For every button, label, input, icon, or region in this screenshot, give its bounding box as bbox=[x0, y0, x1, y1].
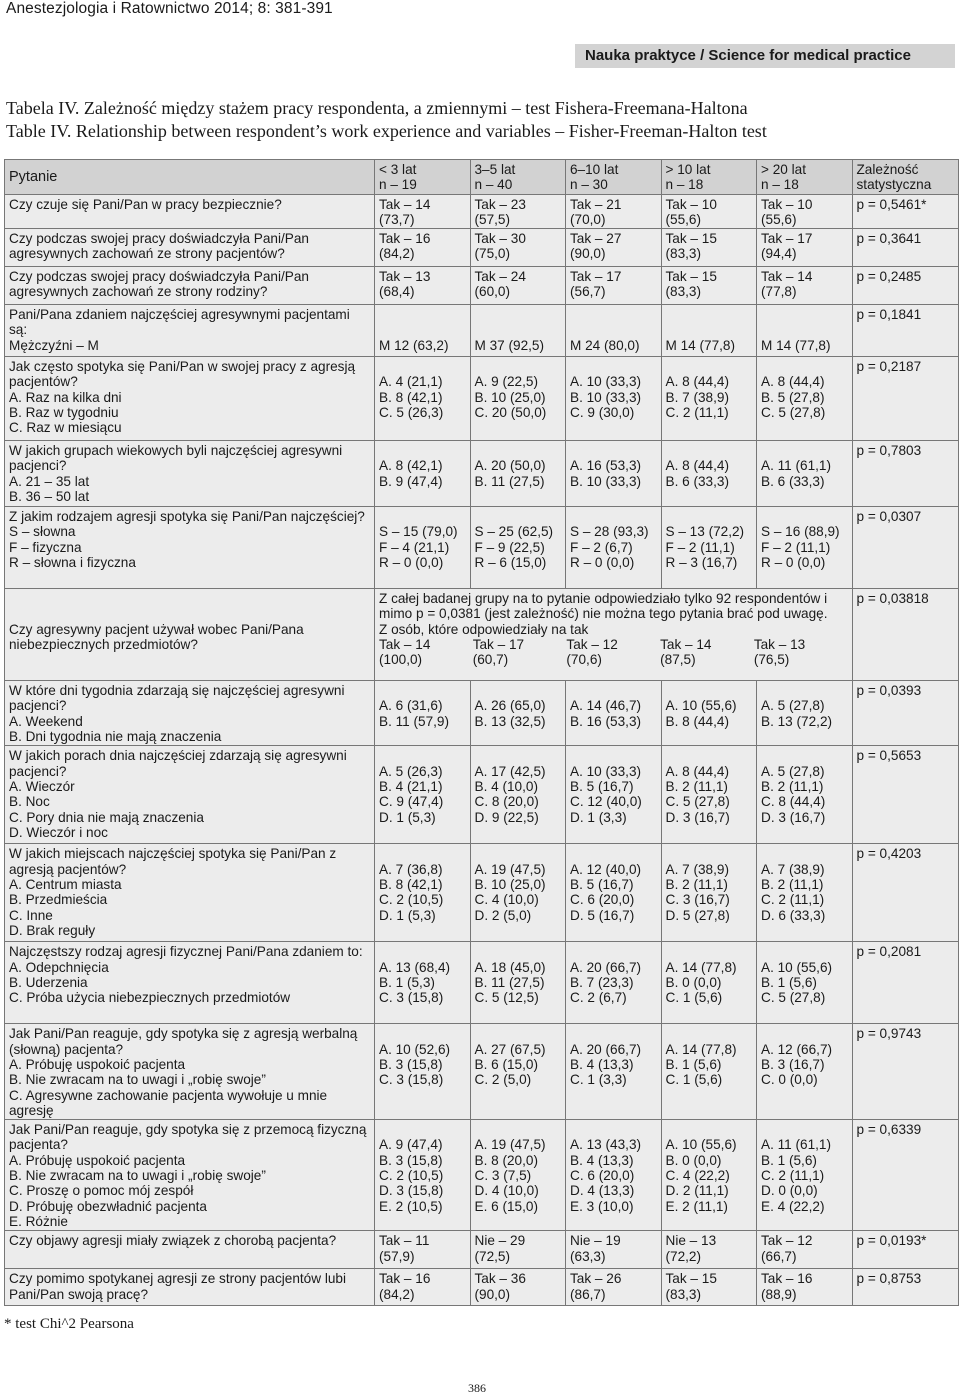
value-cell: Tak – 16 (84,2) bbox=[375, 229, 471, 267]
question-cell: Czy agresywny pacjent używał wobec Pani/Pana niebezpiecznych przedmiotów? bbox=[5, 589, 375, 681]
value-cell: Tak – 14 (100,0) bbox=[379, 637, 431, 668]
table-row bbox=[5, 746, 959, 844]
question-cell: Czy podczas swojej pracy doświadczyła Pani/Pan agresywnych zachowań ze strony pacjentów? bbox=[5, 229, 375, 267]
value-cell: A. 20 (66,7) B. 4 (13,3) C. 1 (3,3) bbox=[566, 1024, 662, 1120]
table-row bbox=[5, 942, 959, 1024]
value-cell: A. 8 (44,4) B. 6 (33,3) bbox=[661, 441, 757, 507]
value-cell: A. 9 (47,4) B. 3 (15,8) C. 2 (10,5) D. 3 (15,8) E. 2 (10,5) bbox=[375, 1120, 471, 1231]
value-cell: A. 8 (42,1) B. 9 (47,4) bbox=[375, 441, 471, 507]
question-cell: W jakich grupach wiekowych byli najczęściej agresywni pacjenci? A. 21 – 35 lat B. 36 – 50 lat bbox=[5, 441, 375, 507]
value-cell: A. 10 (55,6) B. 1 (5,6) C. 5 (27,8) bbox=[757, 942, 853, 1024]
value-cell: Tak – 14 (87,5) bbox=[660, 637, 712, 668]
value-cell: A. 9 (22,5) B. 10 (25,0) C. 20 (50,0) bbox=[470, 357, 566, 441]
p-value-cell: p = 0,2081 bbox=[852, 942, 959, 1024]
value-cell: Nie – 13 (72,2) bbox=[661, 1231, 757, 1269]
note-cell bbox=[375, 589, 853, 681]
question-cell: Czy podczas swojej pracy doświadczyła Pani/Pan agresywnych zachowań ze strony rodziny? bbox=[5, 267, 375, 305]
header-6-10-years: 6–10 lat n – 30 bbox=[566, 160, 662, 195]
value-cell: Tak – 13 (68,4) bbox=[375, 267, 471, 305]
note-values bbox=[379, 637, 848, 668]
table-row bbox=[5, 357, 959, 441]
table-caption-english: Table IV. Relationship between respondent’s work experience and variables – Fisher-Freeman-Halton test bbox=[6, 121, 767, 141]
table-row bbox=[5, 681, 959, 746]
value-cell: M 14 (77,8) bbox=[661, 305, 757, 357]
value-cell: Tak – 27 (90,0) bbox=[566, 229, 662, 267]
value-cell: A. 26 (65,0) B. 13 (32,5) bbox=[470, 681, 566, 746]
value-cell: S – 15 (79,0) F – 4 (21,1) R – 0 (0,0) bbox=[375, 507, 471, 589]
question-cell: Czy czuje się Pani/Pan w pracy bezpiecznie? bbox=[5, 194, 375, 229]
value-cell: A. 10 (55,6) B. 8 (44,4) bbox=[661, 681, 757, 746]
table-row bbox=[5, 267, 959, 305]
value-cell: M 14 (77,8) bbox=[757, 305, 853, 357]
value-cell: A. 20 (66,7) B. 7 (23,3) C. 2 (6,7) bbox=[566, 942, 662, 1024]
value-cell: A. 7 (38,9) B. 2 (11,1) C. 3 (16,7) D. 5 (27,8) bbox=[661, 844, 757, 942]
results-table bbox=[4, 159, 959, 1306]
value-cell: Tak – 26 (86,7) bbox=[566, 1269, 662, 1306]
question-cell: Z jakim rodzajem agresji spotyka się Pani/Pan najczęściej? S – słowna F – fizyczna R – słowna i fizyczna bbox=[5, 507, 375, 589]
value-cell: Tak – 13 (76,5) bbox=[753, 637, 806, 668]
p-value-cell: p = 0,1841 bbox=[852, 305, 959, 357]
value-cell: Tak – 21 (70,0) bbox=[566, 194, 662, 229]
value-cell: M 37 (92,5) bbox=[470, 305, 566, 357]
table-row bbox=[5, 305, 959, 357]
p-value-cell: p = 0,0393 bbox=[852, 681, 959, 746]
value-cell: Tak – 12 (70,6) bbox=[566, 637, 618, 668]
header-3-5-years: 3–5 lat n – 40 bbox=[470, 160, 566, 195]
value-cell: Tak – 11 (57,9) bbox=[375, 1231, 471, 1269]
p-value-cell: p = 0,2187 bbox=[852, 357, 959, 441]
question-cell: Czy objawy agresji miały związek z chorobą pacjenta? bbox=[5, 1231, 375, 1269]
question-cell: Pani/Pana zdaniem najczęściej agresywnymi pacjentami są: Mężczyźni – M bbox=[5, 305, 375, 357]
value-cell: A. 13 (68,4) B. 1 (5,3) C. 3 (15,8) bbox=[375, 942, 471, 1024]
value-cell: A. 8 (44,4) B. 7 (38,9) C. 2 (11,1) bbox=[661, 357, 757, 441]
value-cell: A. 14 (77,8) B. 0 (0,0) C. 1 (5,6) bbox=[661, 942, 757, 1024]
value-cell: A. 14 (77,8) B. 1 (5,6) C. 1 (5,6) bbox=[661, 1024, 757, 1120]
value-cell: Tak – 15 (83,3) bbox=[661, 229, 757, 267]
value-cell: S – 16 (88,9) F – 2 (11,1) R – 0 (0,0) bbox=[757, 507, 853, 589]
value-cell: A. 18 (45,0) B. 11 (27,5) C. 5 (12,5) bbox=[470, 942, 566, 1024]
value-cell: S – 13 (72,2) F – 2 (11,1) R – 3 (16,7) bbox=[661, 507, 757, 589]
value-cell: Nie – 19 (63,3) bbox=[566, 1231, 662, 1269]
p-value-cell: p = 0,0307 bbox=[852, 507, 959, 589]
table-row bbox=[5, 1231, 959, 1269]
value-cell: A. 20 (50,0) B. 11 (27,5) bbox=[470, 441, 566, 507]
value-cell: A. 16 (53,3) B. 10 (33,3) bbox=[566, 441, 662, 507]
value-cell: Tak – 24 (60,0) bbox=[470, 267, 566, 305]
value-cell: A. 4 (21,1) B. 8 (42,1) C. 5 (26,3) bbox=[375, 357, 471, 441]
question-cell: W jakich miejscach najczęściej spotyka się Pani/Pan z agresją pacjentów? A. Centrum miasta B. Przedmieścia C. Inne D. Brak reguły bbox=[5, 844, 375, 942]
value-cell: Tak – 17 (60,7) bbox=[472, 637, 525, 668]
value-cell: Tak – 10 (55,6) bbox=[661, 194, 757, 229]
table-row bbox=[5, 441, 959, 507]
table-row bbox=[5, 507, 959, 589]
value-cell: Tak – 23 (57,5) bbox=[470, 194, 566, 229]
table-row bbox=[5, 1269, 959, 1306]
p-value-cell: p = 0,5653 bbox=[852, 746, 959, 844]
value-cell: A. 12 (40,0) B. 5 (16,7) C. 6 (20,0) D. 5 (16,7) bbox=[566, 844, 662, 942]
value-cell: Tak – 14 (73,7) bbox=[375, 194, 471, 229]
value-cell: A. 8 (44,4) B. 2 (11,1) C. 5 (27,8) D. 3 (16,7) bbox=[661, 746, 757, 844]
question-cell: Jak Pani/Pan reaguje, gdy spotyka się z przemocą fizyczną pacjenta? A. Próbuję uspokoić pacjenta B. Nie zwracam na to uwagi i „robię swoje” C. Proszę o pomoc mój zespół D. Próbuję obezwładnić pacjenta E. Różnie bbox=[5, 1120, 375, 1231]
value-cell: Tak – 15 (83,3) bbox=[661, 1269, 757, 1306]
p-value-cell: p = 0,6339 bbox=[852, 1120, 959, 1231]
value-cell: A. 27 (67,5) B. 6 (15,0) C. 2 (5,0) bbox=[470, 1024, 566, 1120]
value-cell: A. 5 (27,8) B. 2 (11,1) C. 8 (44,4) D. 3 (16,7) bbox=[757, 746, 853, 844]
value-cell: A. 10 (33,3) B. 5 (16,7) C. 12 (40,0) D. 1 (3,3) bbox=[566, 746, 662, 844]
question-cell: W jakich porach dnia najczęściej zdarzają się agresywni pacjenci? A. Wieczór B. Noc C. Pory dnia nie mają znaczenia D. Wieczór i noc bbox=[5, 746, 375, 844]
value-cell: A. 5 (27,8) B. 13 (72,2) bbox=[757, 681, 853, 746]
question-cell: Najczęstszy rodzaj agresji fizycznej Pani/Pana zdaniem to: A. Odepchnięcia B. Uderzenia C. Próba użycia niebezpiecznych przedmiotów bbox=[5, 942, 375, 1024]
p-value-cell: p = 0,9743 bbox=[852, 1024, 959, 1120]
value-cell: A. 12 (66,7) B. 3 (16,7) C. 0 (0,0) bbox=[757, 1024, 853, 1120]
section-banner: Nauka praktyce / Science for medical practice bbox=[575, 44, 955, 68]
value-cell: Tak – 30 (75,0) bbox=[470, 229, 566, 267]
value-cell: S – 25 (62,5) F – 9 (22,5) R – 6 (15,0) bbox=[470, 507, 566, 589]
p-value-cell: p = 0,5461* bbox=[852, 194, 959, 229]
value-cell: A. 11 (61,1) B. 6 (33,3) bbox=[757, 441, 853, 507]
header-under-3-years: < 3 lat n – 19 bbox=[375, 160, 471, 195]
value-cell: A. 10 (33,3) B. 10 (33,3) C. 9 (30,0) bbox=[566, 357, 662, 441]
value-cell: Tak – 14 (77,8) bbox=[757, 267, 853, 305]
value-cell: M 24 (80,0) bbox=[566, 305, 662, 357]
value-cell: A. 17 (42,5) B. 4 (10,0) C. 8 (20,0) D. 9 (22,5) bbox=[470, 746, 566, 844]
table-header-row bbox=[5, 160, 959, 195]
header-over-10-years: > 10 lat n – 18 bbox=[661, 160, 757, 195]
value-cell: Nie – 29 (72,5) bbox=[470, 1231, 566, 1269]
question-cell: W które dni tygodnia zdarzają się najczęściej agresywni pacjenci? A. Weekend B. Dni tygodnia nie mają znaczenia bbox=[5, 681, 375, 746]
value-cell: A. 11 (61,1) B. 1 (5,6) C. 2 (11,1) D. 0 (0,0) E. 4 (22,2) bbox=[757, 1120, 853, 1231]
question-cell: Jak często spotyka się Pani/Pan w swojej pracy z agresją pacjentów? A. Raz na kilka dni B. Raz w tygodniu C. Raz w miesiącu bbox=[5, 357, 375, 441]
value-cell: Tak – 12 (66,7) bbox=[757, 1231, 853, 1269]
p-value-cell: p = 0,0193* bbox=[852, 1231, 959, 1269]
journal-citation: Anestezjologia i Ratownictwo 2014; 8: 381-391 bbox=[6, 0, 333, 17]
p-value-cell: p = 0,03818 bbox=[852, 589, 959, 681]
table-row bbox=[5, 589, 959, 681]
value-cell: Tak – 17 (56,7) bbox=[566, 267, 662, 305]
footnote: * test Chi^2 Pearsona bbox=[4, 1316, 134, 1332]
p-value-cell: p = 0,8753 bbox=[852, 1269, 959, 1306]
value-cell: Tak – 16 (88,9) bbox=[757, 1269, 853, 1306]
value-cell: A. 19 (47,5) B. 8 (20,0) C. 3 (7,5) D. 4 (10,0) E. 6 (15,0) bbox=[470, 1120, 566, 1231]
header-over-20-years: > 20 lat n – 18 bbox=[757, 160, 853, 195]
table-row bbox=[5, 844, 959, 942]
value-cell: A. 13 (43,3) B. 4 (13,3) C. 6 (20,0) D. 4 (13,3) E. 3 (10,0) bbox=[566, 1120, 662, 1231]
value-cell: Tak – 16 (84,2) bbox=[375, 1269, 471, 1306]
p-value-cell: p = 0,2485 bbox=[852, 267, 959, 305]
p-value-cell: p = 0,4203 bbox=[852, 844, 959, 942]
value-cell: Tak – 36 (90,0) bbox=[470, 1269, 566, 1306]
value-cell: A. 7 (38,9) B. 2 (11,1) C. 2 (11,1) D. 6 (33,3) bbox=[757, 844, 853, 942]
value-cell: A. 5 (26,3) B. 4 (21,1) C. 9 (47,4) D. 1 (5,3) bbox=[375, 746, 471, 844]
value-cell: A. 8 (44,4) B. 5 (27,8) C. 5 (27,8) bbox=[757, 357, 853, 441]
table-row bbox=[5, 194, 959, 229]
value-cell: A. 14 (46,7) B. 16 (53,3) bbox=[566, 681, 662, 746]
value-cell: A. 6 (31,6) B. 11 (57,9) bbox=[375, 681, 471, 746]
note-text: Z całej badanej grupy na to pytanie odpowiedziało tylko 92 respondentów i mimo p = 0,0381 (jest zależność) nie można tego pytania brać pod uwagę. Z osób, które odpowiedziały na tak bbox=[379, 591, 828, 637]
value-cell: A. 10 (55,6) B. 0 (0,0) C. 4 (22,2) D. 2 (11,1) E. 2 (11,1) bbox=[661, 1120, 757, 1231]
table-row bbox=[5, 1024, 959, 1120]
p-value-cell: p = 0,7803 bbox=[852, 441, 959, 507]
header-question: Pytanie bbox=[5, 160, 375, 195]
table-row bbox=[5, 229, 959, 267]
table-row bbox=[5, 1120, 959, 1231]
value-cell: A. 10 (52,6) B. 3 (15,8) C. 3 (15,8) bbox=[375, 1024, 471, 1120]
p-value-cell: p = 0,3641 bbox=[852, 229, 959, 267]
page-number: 386 bbox=[468, 1381, 486, 1395]
value-cell: Tak – 10 (55,6) bbox=[757, 194, 853, 229]
value-cell: M 12 (63,2) bbox=[375, 305, 471, 357]
table-caption-polish: Tabela IV. Zależność między stażem pracy respondenta, a zmiennymi – test Fishera-Freemana-Haltona bbox=[6, 98, 748, 118]
value-cell: Tak – 15 (83,3) bbox=[661, 267, 757, 305]
value-cell: A. 19 (47,5) B. 10 (25,0) C. 4 (10,0) D. 2 (5,0) bbox=[470, 844, 566, 942]
question-cell: Czy pomimo spotykanej agresji ze strony pacjentów lubi Pani/Pan swoją pracę? bbox=[5, 1269, 375, 1306]
value-cell: S – 28 (93,3) F – 2 (6,7) R – 0 (0,0) bbox=[566, 507, 662, 589]
question-cell: Jak Pani/Pan reaguje, gdy spotyka się z agresją werbalną (słowną) pacjenta? A. Próbuję uspokoić pacjenta B. Nie zwracam na to uwagi i „robię swoje” C. Agresywne zachowanie pacjenta wywołuje u mnie agresję bbox=[5, 1024, 375, 1120]
value-cell: A. 7 (36,8) B. 8 (42,1) C. 2 (10,5) D. 1 (5,3) bbox=[375, 844, 471, 942]
value-cell: Tak – 17 (94,4) bbox=[757, 229, 853, 267]
header-significance: Zależność statystyczna bbox=[852, 160, 959, 195]
